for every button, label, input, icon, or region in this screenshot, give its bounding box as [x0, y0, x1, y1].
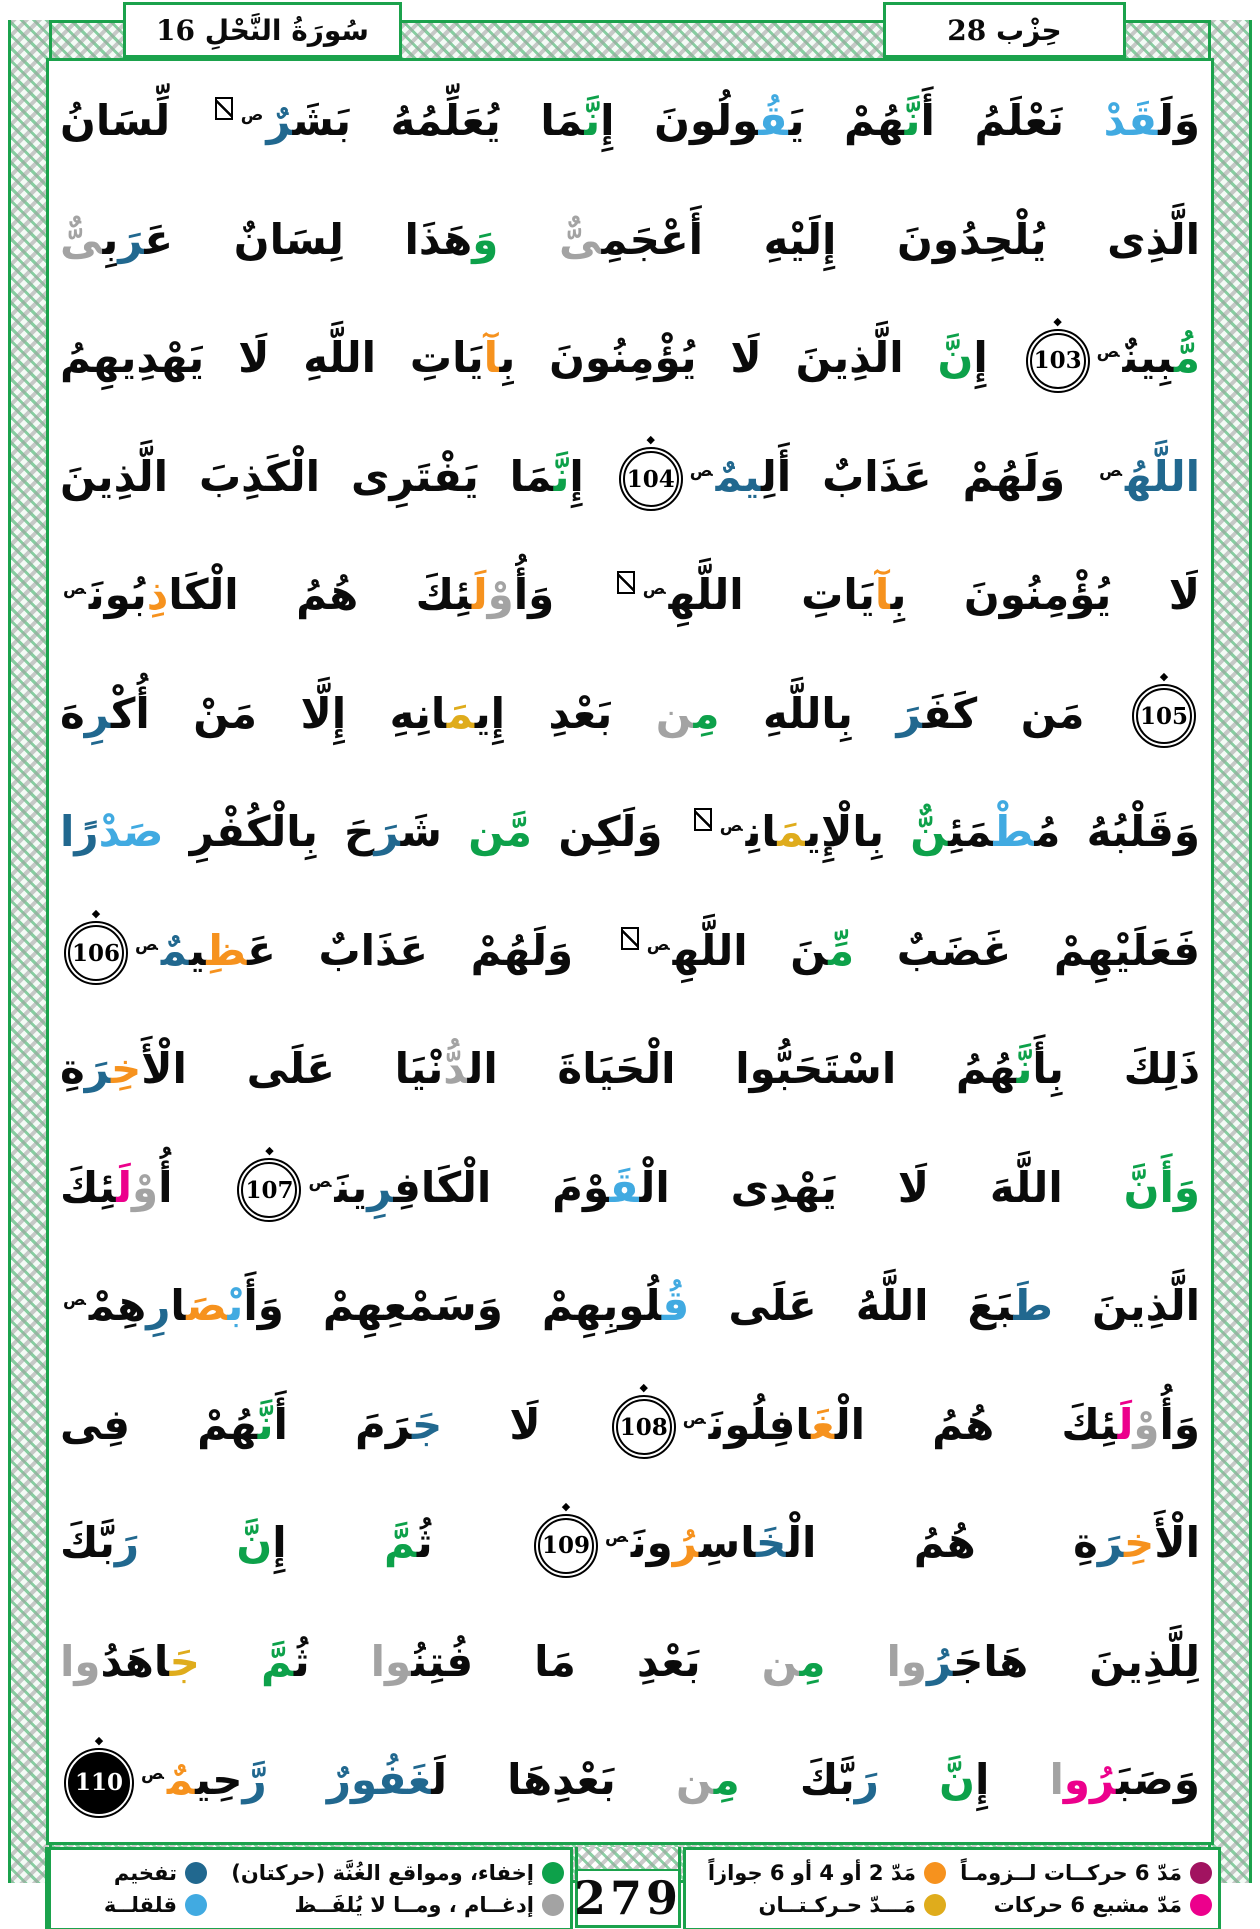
- quran-text-segment: نْيَا عَلَى الْأَ: [141, 1044, 444, 1093]
- quran-text-segment: يَاتِ اللَّهِ: [668, 570, 875, 619]
- quran-text-segment: نَّ: [1123, 1162, 1160, 1212]
- quran-text-segment: لِّسَانُ: [60, 96, 210, 145]
- quran-text-segment: آ: [874, 570, 891, 619]
- quran-text-segment: مٌ: [160, 925, 190, 975]
- quran-text-segment: رَ: [118, 214, 145, 264]
- quran-text-segment: جَ: [411, 1399, 443, 1449]
- quran-text-segment: اللَّهَ لَا يَهْدِى الْ: [639, 1162, 1124, 1212]
- quran-text-segment: ا: [170, 1281, 187, 1330]
- quran-text-segment: نَ اللَّهِ: [672, 925, 829, 975]
- waqf-sad-mark: ص: [63, 578, 86, 598]
- quran-text-segment: مَّ: [260, 1636, 294, 1686]
- quran-text-segment: نَّ: [257, 1399, 274, 1449]
- quran-text-segment: لُوبِهِمْ وَسَمْعِهِمْ وَأَ: [243, 1281, 662, 1330]
- verse-marker-109: ◆ 109: [538, 1518, 594, 1574]
- quran-text-segment: قَ: [609, 1162, 640, 1212]
- legend-col-tafkheem: [48, 1850, 213, 1928]
- quran-text-segment: أُ: [158, 1162, 234, 1212]
- quran-text-segment: هُمْ يَ: [788, 96, 905, 145]
- quran-text-segment: بْ: [227, 1281, 244, 1330]
- legend-item: [958, 1893, 1212, 1917]
- quran-text-segment: نَّ: [904, 96, 921, 145]
- quran-text-segment: بَعْدِهَا لَ: [431, 1755, 676, 1804]
- legend-label: مَدّ 2 أو 4 أو 6 جوازاً: [707, 1860, 916, 1885]
- quran-text-segment: رًا: [60, 807, 99, 856]
- quran-text-segment: ولُونَ إِ: [600, 96, 759, 145]
- quran-text-segment: ةِ هُمُ الْ: [786, 1518, 1098, 1567]
- quran-text-segment: مَ: [777, 807, 806, 856]
- quran-text-segment: بَعَ اللَّهُ عَلَى: [689, 1281, 1014, 1330]
- quran-text-segment: بِينٌ: [1122, 333, 1174, 382]
- quran-text-segment: نَّ: [937, 333, 974, 382]
- quran-text-segment: بُونَ: [88, 570, 147, 619]
- legend-label: مَدّ مشبع 6 حركات: [993, 1893, 1182, 1918]
- quran-text-segment: لَا: [442, 1399, 608, 1449]
- legend-col-madd-2: [686, 1850, 952, 1928]
- quran-text-segment: رَمَ أَ: [273, 1399, 412, 1449]
- quran-text-segment: رِ: [84, 688, 111, 738]
- quran-text-segment: انِهِ إِلَّا مَنْ أُكْ: [110, 688, 447, 738]
- waqf-sad-mark: ص: [682, 1407, 706, 1428]
- quran-text-segment: صَ: [186, 1281, 228, 1330]
- quran-text-segment: إِ: [973, 333, 1022, 382]
- quran-text-segment: وْ: [132, 1162, 159, 1212]
- quran-text-segment: ئِكَ: [60, 1162, 117, 1212]
- legend-color-dot-gold: [924, 1894, 946, 1916]
- quran-text-segment: الَّذِينَ لَا يُؤْمِنُونَ بِ: [499, 333, 938, 382]
- quran-text-segment: اسِ: [698, 1518, 756, 1567]
- quran-text-segment: [879, 1755, 939, 1804]
- quran-text-segment: فَعَلَيْهِمْ غَضَبٌ: [854, 925, 1200, 975]
- verse-marker-105: ◆ 105: [1136, 688, 1192, 744]
- quran-line-13: [60, 1484, 1200, 1603]
- quran-text-segment: ثُ: [416, 1518, 530, 1567]
- border-ornament-right: [1208, 20, 1252, 1883]
- quran-text-segment: ونَ: [630, 1518, 673, 1567]
- legend-label: مَدّ 6 حركــات لــزومـاً: [960, 1860, 1182, 1885]
- legend-item: [958, 1861, 1212, 1885]
- quran-text-segment: رَ: [896, 688, 923, 738]
- quran-line-11: [60, 1247, 1200, 1366]
- legend-item: [219, 1893, 564, 1917]
- quran-text-segment: حِي: [195, 1755, 243, 1804]
- quran-text-segment: مَ: [446, 688, 475, 738]
- quran-text-segment: بِالْإِي: [805, 807, 911, 856]
- quran-text-segment: الَّذِى يُلْحِدُونَ إِلَيْهِ أَعْجَمِ: [601, 214, 1201, 264]
- quran-text-segment: جَ: [169, 1636, 200, 1686]
- quran-text-segment: غَفُورٌ: [326, 1755, 432, 1804]
- quran-text-segment: يمٌ: [715, 451, 761, 501]
- quran-text-segment: مُّ: [1173, 333, 1200, 382]
- legend-color-dot-gray: [542, 1894, 564, 1916]
- quran-text-segment: مِ: [693, 688, 720, 738]
- waqf-square-mark: [215, 97, 233, 120]
- quran-text-segment: مَّن: [468, 807, 533, 856]
- quran-text-segment: قُ: [758, 96, 789, 145]
- quran-text-segment: وا: [60, 1636, 101, 1686]
- legend-color-dot-magenta: [1190, 1862, 1212, 1884]
- verse-marker-110: ◆ 110: [68, 1752, 130, 1814]
- verse-marker-107: ◆ 107: [241, 1162, 297, 1218]
- waqf-sad-mark: ص: [604, 1526, 628, 1546]
- quran-text-segment: ئِكَ هُمُ الْ: [834, 1399, 1118, 1449]
- quran-text-segment: مَن كَفَ: [922, 688, 1128, 738]
- quran-text-segment: ثُ: [293, 1636, 371, 1686]
- quran-text-segment: [267, 1755, 327, 1804]
- quran-text-segment: رَ: [374, 807, 401, 856]
- quran-lines: [60, 62, 1200, 1840]
- quran-text-segment: حَ بِالْكُفْرِ: [163, 807, 375, 856]
- waqf-sad-mark: ص: [63, 1289, 86, 1309]
- quran-text-segment: ينَ: [334, 1162, 368, 1212]
- quran-line-8: [60, 892, 1200, 1011]
- quran-text-segment: انِ: [745, 807, 778, 856]
- quran-text-segment: صَدْ: [98, 807, 164, 856]
- quran-text-segment: رَ: [114, 1518, 140, 1567]
- quran-text-segment: شَ: [400, 807, 469, 856]
- legend-label: مَـــدّ حـركـتــان: [758, 1893, 916, 1918]
- quran-text-segment: خَ: [755, 1518, 787, 1567]
- quran-text-segment: اهَدُ: [100, 1636, 170, 1686]
- quran-text-segment: وْمَ الْكَافِ: [393, 1162, 610, 1212]
- quran-text-segment: مِ: [799, 1636, 826, 1686]
- legend-color-dot-green: [542, 1862, 564, 1884]
- quran-text-segment: لَ: [471, 570, 488, 619]
- quran-text-segment: نَّ: [939, 1755, 975, 1804]
- waqf-square-mark: [621, 927, 639, 950]
- quran-text-segment: رِ: [146, 1281, 171, 1330]
- waqf-square-mark: [617, 571, 635, 594]
- waqf-square-mark: [694, 808, 712, 831]
- quran-text-segment: مِ: [713, 1755, 740, 1804]
- quran-line-12: [60, 1366, 1200, 1485]
- quran-line-1: [60, 62, 1200, 181]
- quran-text-segment: مَّ: [383, 1518, 417, 1567]
- quran-line-7: [60, 773, 1200, 892]
- quran-text-segment: لَ: [116, 1162, 133, 1212]
- quran-text-segment: هُمُ اسْتَحَبُّوا الْحَيَاةَ ال: [467, 1044, 1017, 1093]
- quran-line-9: [60, 1010, 1200, 1129]
- legend-color-dot-orange: [924, 1862, 946, 1884]
- quran-line-4: [60, 418, 1200, 537]
- quran-text-segment: الْأَ: [1154, 1518, 1200, 1567]
- quran-text-segment: طَ: [1013, 1281, 1053, 1330]
- legend-item: [57, 1861, 207, 1885]
- surah-title-box: [123, 2, 402, 58]
- quran-text-segment: قُ: [661, 1281, 690, 1330]
- quran-text-segment: ن: [675, 1755, 714, 1804]
- quran-text-segment: وا: [370, 1636, 412, 1686]
- quran-text-segment: بِ: [102, 214, 119, 264]
- quran-text-segment: إِ: [974, 1755, 1050, 1804]
- verse-marker-106: ◆ 106: [68, 925, 124, 981]
- quran-line-10: [60, 1129, 1200, 1248]
- quran-text-segment: ي: [189, 925, 207, 975]
- quran-text-segment: نَّ: [584, 96, 601, 145]
- legend-color-dot-pink: [1190, 1894, 1212, 1916]
- legend-col-madd-1: [952, 1850, 1218, 1928]
- quran-text-segment: بَعْدِ مَا فُتِنُ: [411, 1636, 762, 1686]
- quran-text-segment: يَاتِ اللَّهِ لَا يَهْدِيهِمُ: [60, 333, 484, 382]
- legend-item: [692, 1861, 946, 1885]
- legend-item: [57, 1893, 207, 1917]
- quran-text-segment: بَّكَ: [60, 1518, 115, 1567]
- quran-text-segment: رِ: [367, 1162, 394, 1212]
- waqf-sad-mark: ص: [719, 815, 743, 835]
- tajweed-legend-rules: [45, 1847, 573, 1929]
- legend-color-dot-dblue: [185, 1862, 207, 1884]
- legend-item: [692, 1893, 946, 1917]
- waqf-sad-mark: ص: [141, 1763, 164, 1783]
- quran-text-segment: لَ: [1117, 1399, 1134, 1449]
- quran-text-segment: قَدْ: [1103, 96, 1159, 145]
- quran-text-segment: مَا يَفْتَرِى الْكَذِبَ الَّذِينَ: [60, 451, 554, 501]
- quran-text-segment: وْ: [1133, 1399, 1160, 1449]
- legend-label: إدغــام ، ومــا لا يُلفَــظ: [294, 1893, 534, 1918]
- quran-text-segment: نٌّ: [910, 807, 949, 856]
- verse-marker-108: ◆ 108: [616, 1399, 672, 1455]
- quran-text-segment: [139, 1518, 236, 1567]
- quran-text-segment: هِمْ: [88, 1281, 147, 1330]
- quran-text-segment: هَذَا لِسَانٌ عَ: [144, 214, 473, 264]
- quran-text-segment: نَّ: [1016, 1044, 1033, 1093]
- quran-text-segment: ن: [761, 1636, 800, 1686]
- quran-text-segment: هُمْ فِى: [60, 1399, 258, 1449]
- quran-text-segment: رُ: [672, 1518, 699, 1567]
- quran-line-14: [60, 1603, 1200, 1722]
- waqf-sad-mark: ص: [1099, 459, 1122, 480]
- waqf-sad-mark: ص: [308, 1170, 332, 1191]
- quran-text-segment: [498, 215, 559, 264]
- quran-text-segment: وَصَبَ: [1116, 1755, 1200, 1804]
- quran-text-segment: وَأُ: [1159, 1399, 1200, 1449]
- quran-line-2: [60, 181, 1200, 300]
- hizb-label: حِزْب 28: [947, 13, 1062, 47]
- waqf-sad-mark: ص: [135, 933, 158, 954]
- hizb-box: [883, 2, 1126, 58]
- legend-item: [219, 1861, 564, 1885]
- quran-line-5: [60, 536, 1200, 655]
- tajweed-legend-madd: [683, 1847, 1221, 1929]
- quran-text-segment: ا: [1049, 1755, 1064, 1804]
- quran-text-segment: دُّ: [443, 1044, 468, 1093]
- quran-line-3: [60, 299, 1200, 418]
- quran-text-segment: رَ: [1097, 1518, 1125, 1567]
- quran-text-segment: وْ: [487, 570, 514, 619]
- quran-text-segment: مٌ: [166, 1755, 196, 1804]
- quran-text-segment: بَّكَ: [739, 1755, 855, 1804]
- quran-text-segment: وَقَلْبُهُ مُ: [1034, 807, 1200, 856]
- quran-text-segment: ذَلِكَ بِأَ: [1032, 1044, 1200, 1093]
- quran-text-segment: وَأَ: [1159, 1162, 1200, 1212]
- quran-text-segment: لِلَّذِينَ هَاجَ: [953, 1636, 1201, 1686]
- quran-text-segment: إِ: [569, 451, 615, 501]
- quran-line-15: [60, 1721, 1200, 1840]
- quran-text-segment: رٌ: [266, 96, 293, 145]
- quran-text-segment: وَلَهُمْ عَذَابٌ عَ: [247, 925, 616, 975]
- quran-text-segment: نَعْلَمُ أَ: [920, 96, 1104, 145]
- surah-title: سُورَةُ النَّحْلِ 16: [156, 13, 369, 47]
- quran-text-segment: بِاللَّهِ: [719, 688, 897, 738]
- waqf-sad-mark: ص: [646, 933, 670, 954]
- quran-text-segment: ىٌّ: [559, 214, 602, 264]
- quran-text-segment: ةِ: [60, 1044, 85, 1093]
- quran-text-segment: وَلَ: [1158, 96, 1200, 145]
- quran-text-segment: رَ: [84, 1044, 111, 1093]
- legend-color-dot-lblue: [185, 1894, 207, 1916]
- quran-text-segment: وَلَكِن: [532, 807, 689, 856]
- quran-text-segment: رُو: [1063, 1755, 1117, 1804]
- page-number: 279: [573, 1871, 683, 1925]
- quran-line-6: [60, 655, 1200, 774]
- verse-marker-104: ◆ 104: [623, 451, 679, 507]
- quran-text-segment: خِ: [110, 1044, 142, 1093]
- quran-text-segment: الَّذِينَ: [1052, 1281, 1200, 1330]
- legend-label: قلقلــة: [103, 1893, 177, 1918]
- quran-text-segment: ظِ: [206, 925, 248, 975]
- waqf-sad-mark: ص: [642, 578, 666, 598]
- waqf-sad-mark: ص: [1096, 341, 1120, 361]
- quran-text-segment: رُ: [926, 1636, 954, 1686]
- quran-text-segment: [200, 1637, 261, 1686]
- quran-text-segment: وَلَهُمْ عَذَابٌ أَلِ: [760, 451, 1097, 501]
- legend-label: تفخيم: [113, 1860, 177, 1885]
- legend-label: إخفاء، ومواقع الغُنَّة (حركتان): [231, 1860, 534, 1885]
- page-number-ornament: [578, 1847, 678, 1871]
- quran-text-segment: هَ: [60, 688, 85, 738]
- quran-text-segment: افِلُونَ: [708, 1399, 812, 1449]
- quran-text-segment: نَّ: [236, 1518, 273, 1567]
- quran-text-segment: اللَّهُ: [1124, 451, 1201, 501]
- quran-text-segment: [825, 1637, 886, 1686]
- quran-text-segment: وا: [886, 1636, 927, 1686]
- quran-text-segment: ن: [655, 688, 694, 738]
- quran-text-segment: آ: [483, 333, 500, 382]
- waqf-sad-mark: ص: [240, 104, 264, 124]
- quran-text-segment: مِّ: [828, 925, 855, 975]
- legend-col-ghunnah: [213, 1850, 570, 1928]
- quran-text-segment: مَا يُعَلِّمُهُ بَشَ: [292, 96, 585, 145]
- quran-text-segment: بَعْدِ إِي: [474, 688, 656, 738]
- quran-text-segment: وَأُ: [513, 570, 612, 619]
- quran-text-segment: ىٌّ: [60, 214, 103, 264]
- page-number-box: [575, 1847, 681, 1928]
- quran-text-segment: طْ: [993, 807, 1035, 856]
- quran-text-segment: نَّ: [553, 451, 570, 501]
- quran-text-segment: خِ: [1124, 1518, 1155, 1567]
- quran-text-segment: ذِ: [146, 570, 169, 619]
- quran-text-segment: لَا يُؤْمِنُونَ بِ: [890, 570, 1201, 619]
- quran-text-segment: مَئِ: [948, 807, 994, 856]
- quran-text-segment: ئِكَ هُمُ الْكَا: [168, 570, 472, 619]
- quran-text-segment: إِ: [272, 1518, 384, 1567]
- verse-marker-103: ◆ 103: [1030, 333, 1086, 389]
- waqf-sad-mark: ص: [689, 459, 713, 480]
- quran-text-segment: رَ: [854, 1755, 879, 1804]
- quran-text-segment: رَّ: [242, 1755, 267, 1804]
- quran-text-segment: وَ: [472, 214, 499, 264]
- quran-text-segment: غَ: [811, 1399, 835, 1449]
